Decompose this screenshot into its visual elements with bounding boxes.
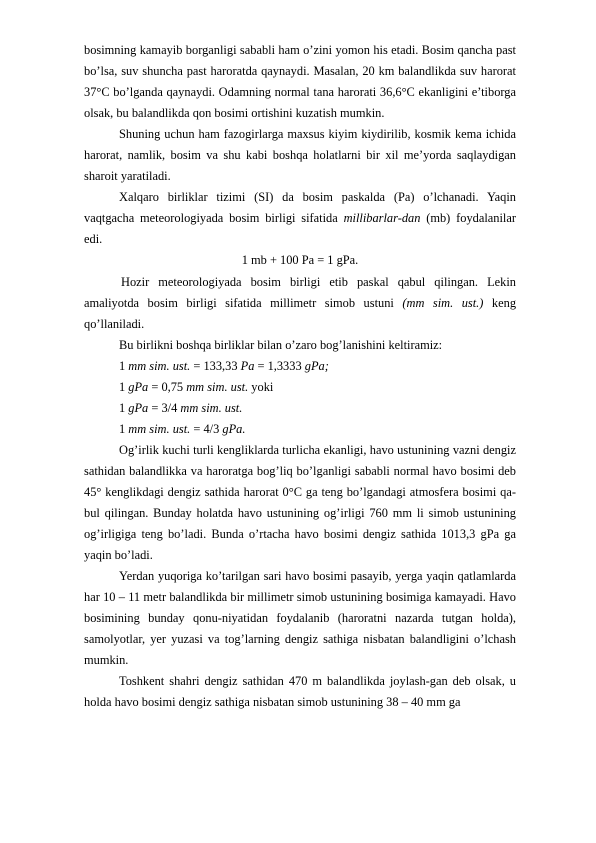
eq4-b: mm sim. ust. <box>128 421 191 436</box>
eq4-d: gPa. <box>222 421 246 436</box>
paragraph-4-text: Hozir meteorologiyada bosim birligi etib paskal qabul qilingan. Lekin amaliyotda bosim birligi sifatida millimetr simob ustuni <box>84 274 516 310</box>
eq3-a: 1 <box>119 400 129 415</box>
equation-3 <box>84 398 516 419</box>
eq3-d: mm sim. ust. <box>180 400 243 415</box>
paragraph-1: bosimning kamayib borganligi sababli ham o’zini yomon his etadi. Bosim qancha past bo’lsa, suv shuncha past haroratda qaynaydi. Masalan, 20 km balandlikda suv harorat 37°C bo’lganda qaynaydi. Odamning normal tana harorati 36,6°C ekanligini e’tiborga olsak, bu balandlikda qon bosimi ortishini kuzatish mumkin. <box>84 43 516 121</box>
eq3-c: = 3/4 <box>148 400 181 415</box>
paragraph-4-end: keng qo’llaniladi. <box>84 295 517 331</box>
eq1-f: gPa; <box>304 358 329 373</box>
eq1-c: = 133,33 <box>190 358 241 373</box>
equation-4 <box>84 419 516 440</box>
paragraph-7: Yerdan yuqoriga ko’tarilgan sari havo bosimi pasayib, yerga yaqin qatlamlarda har 10 – 11 metr balandlikda bir millimetr simob ustunining bosimiga kamayadi. Havo bosimining bunday qonu-niyatidan foydalanib (haroratni nazarda tutgan holda), samolyotlar, yer yuzasi va tog’larning dengiz sathiga nisbatan balandligini o’lchash mumkin. <box>84 569 516 668</box>
paragraph-5: Bu birlikni boshqa birliklar bilan o’zaro bog’lanishini keltiramiz: <box>119 337 443 352</box>
eq4-c: = 4/3 <box>190 421 223 436</box>
paragraph-6: Og’irlik kuchi turli kengliklarda turlicha ekanligi, havo ustunining vazni dengiz sathidan balandlikka va haroratga bog’liq bo’lganligi sababli normal havo bosimi deb 45° kenglikdagi dengiz sathida harorat 0°C ga teng bo’lgandagi atmosfera bosimi qa-bul qilingan. Bunday holatda havo ustunining og’irligi 760 mm li simob ustunining og’irligiga teng bo’ladi. Bunda o’rtacha havo bosimi dengiz sathida 1013,3 gPa ga yaqin bo’ladi. <box>84 442 516 563</box>
paragraph-8: Toshkent shahri dengiz sathidan 470 m balandlikda joylash-gan deb olsak, u holda havo bosimi dengiz sathiga nisbatan simob ustunining 38 – 40 mm ga <box>84 674 516 710</box>
equation-2 <box>84 377 516 398</box>
eq2-d: mm sim. ust. <box>186 379 249 394</box>
eq1-d: Pa <box>240 358 255 373</box>
paragraph-3-end: (mb) foydalanilar edi. <box>84 211 516 247</box>
eq4-a: 1 <box>119 421 129 436</box>
eq3-b: gPa <box>128 400 149 415</box>
eq2-e: yoki <box>248 379 274 394</box>
eq2-c: = 0,75 <box>148 379 187 394</box>
eq1-b: mm sim. ust. <box>128 358 191 373</box>
document-page <box>84 40 516 714</box>
paragraph-2: Shuning uchun ham fazogirlarga maxsus kiyim kiydirilib, kosmik kema ichida harorat, namlik, bosim va shu kabi boshqa holatlarni bir xil me’yorda saqlaydigan sharoit yaratiladi. <box>84 127 516 184</box>
eq2-a: 1 <box>119 379 129 394</box>
eq1-e: = 1,3333 <box>254 358 305 373</box>
eq2-b: gPa <box>128 379 149 394</box>
equation-1 <box>84 356 516 377</box>
formula-line: 1 mb + 100 Pa = 1 gPa. <box>241 253 359 268</box>
eq1-a: 1 <box>119 358 129 373</box>
paragraph-4-italic: (mm sim. ust.) <box>402 295 484 310</box>
paragraph-4 <box>84 272 516 335</box>
paragraph-3 <box>84 187 516 250</box>
paragraph-3-text: Xalqaro birliklar tizimi (SI) da bosim paskalda (Pa) o’lchanadi. Yaqin vaqtgacha meteorologiyada bosim birligi sifatida <box>84 190 516 226</box>
paragraph-3-italic: millibarlar-dan <box>343 211 421 226</box>
